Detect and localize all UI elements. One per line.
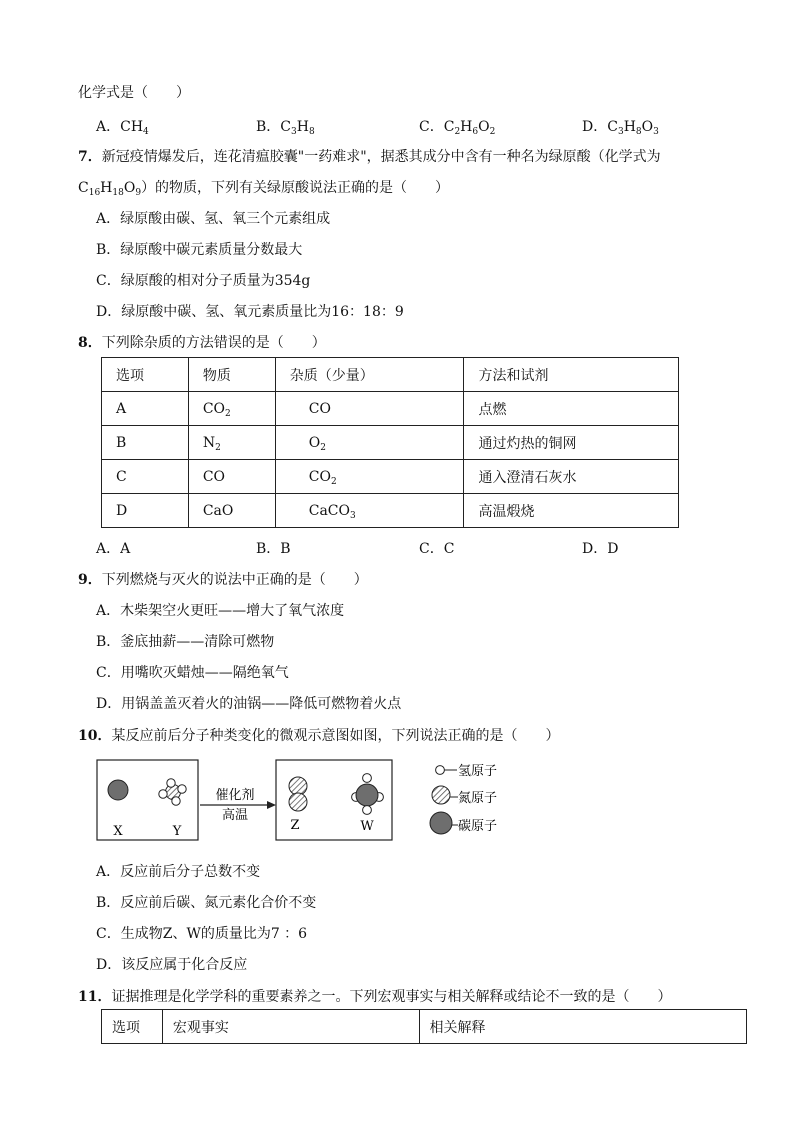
- header-cell: 方法和试剂: [464, 358, 679, 392]
- q8-answer-d: D．D: [582, 541, 619, 557]
- impurity-cell: CaCO$_3$: [275, 494, 464, 528]
- q6-option-a: A．$CH_4$: [96, 119, 149, 137]
- q9-option-b: B．釜底抽薪——清除可燃物: [96, 634, 275, 650]
- q10-option-b: B．反应前后碳、氮元素化合价不变: [96, 895, 317, 911]
- header-cell: 宏观事实: [162, 1010, 419, 1044]
- legend-nitrogen: 氮原子: [458, 791, 498, 806]
- q7-stem-line2: $C_{16}H_{18}O_9$）的物质，下列有关绿原酸说法正确的是（ ）: [78, 180, 450, 198]
- formula: $C_2H_6O_2$: [443, 119, 496, 137]
- hydrogen-atom-icon: [159, 790, 167, 798]
- nitrogen-atom-icon: [289, 793, 307, 811]
- hydrogen-atom-icon: [363, 806, 372, 815]
- method-cell: 点燃: [464, 392, 679, 426]
- hydrogen-atom-icon: [167, 779, 175, 787]
- molecule-label-z: Z: [290, 818, 300, 833]
- method-cell: 高温煅烧: [464, 494, 679, 528]
- formula: $C_3H_8O_3$: [607, 119, 659, 137]
- carbon-atom-icon: [356, 784, 378, 806]
- option-cell: C: [102, 460, 189, 494]
- carbon-legend-icon: [430, 812, 452, 834]
- q10-option-a: A．反应前后分子总数不变: [96, 864, 261, 880]
- method-cell: 通过灼热的铜网: [464, 426, 679, 460]
- option-cell: D: [102, 494, 189, 528]
- q7-option-b: B．绿原酸中碳元素质量分数最大: [96, 242, 303, 258]
- hydrogen-atom-icon: [363, 774, 372, 783]
- q7-stem-line1: 7．新冠疫情爆发后，连花清瘟胶囊"一药难求"，据悉其成分中含有一种名为绿原酸（化学式为: [78, 149, 661, 165]
- table-header-row: [102, 1010, 747, 1044]
- q9-stem: 9．下列燃烧与灭火的说法中正确的是（ ）: [78, 572, 368, 588]
- table-row: [102, 426, 679, 460]
- q8-answer-c: C．C: [419, 541, 455, 557]
- q8-answer-a: A．A: [96, 541, 131, 557]
- substance-cell: $N_2$: [188, 426, 275, 460]
- nitrogen-atom-icon: [289, 777, 307, 795]
- q10-option-c: C．生成物Z、W的质量比为7 ：6: [96, 926, 308, 942]
- q9-option-c: C．用嘴吹灭蜡烛——隔绝氧气: [96, 665, 289, 681]
- q8-stem: 8．下列除杂质的方法错误的是（ ）: [78, 335, 326, 351]
- impurity-cell: $CO_2$: [275, 460, 464, 494]
- q6-option-c: C．$C_2H_6O_2$: [419, 119, 496, 137]
- nitrogen-legend-icon: [432, 786, 450, 804]
- q10-stem: 10．某反应前后分子种类变化的微观示意图如图，下列说法正确的是（ ）: [78, 728, 560, 744]
- q6-stem-tail: 化学式是（ ）: [78, 85, 190, 101]
- q9-option-a: A．木柴架空火更旺——增大了氧气浓度: [96, 603, 345, 619]
- hydrogen-legend-icon: [436, 766, 445, 775]
- substance-cell: CO: [188, 460, 275, 494]
- header-cell: 物质: [188, 358, 275, 392]
- catalyst-label: 催化剂: [215, 788, 255, 803]
- hydrogen-atom-icon: [178, 785, 186, 793]
- table-row: [102, 460, 679, 494]
- table-header-row: [102, 358, 679, 392]
- molecule-label-w: W: [360, 819, 374, 834]
- option-cell: B: [102, 426, 189, 460]
- option-cell: A: [102, 392, 189, 426]
- substance-cell: CaO: [188, 494, 275, 528]
- legend-carbon: 碳原子: [458, 819, 498, 834]
- q7-option-d: D．绿原酸中碳、氢、氧元素质量比为16：18：9: [96, 304, 404, 320]
- reaction-diagram: [94, 757, 514, 847]
- reactants-box: [97, 760, 198, 840]
- condition-label: 高温: [221, 808, 249, 823]
- q9-option-d: D．用锅盖盖灭着火的油锅——降低可燃物着火点: [96, 696, 402, 712]
- q10-option-d: D．该反应属于化合反应: [96, 957, 248, 973]
- table-row: [102, 392, 679, 426]
- q11-table: [101, 1009, 747, 1044]
- q7-option-c: C．绿原酸的相对分子质量为354g: [96, 273, 311, 289]
- impurity-cell: CO: [275, 392, 464, 426]
- q8-answer-b: B．B: [256, 541, 291, 557]
- formula: $CH_4$: [120, 119, 149, 137]
- q7-option-a: A．绿原酸由碳、氢、氧三个元素组成: [96, 211, 331, 227]
- header-cell: 选项: [102, 358, 189, 392]
- header-cell: 杂质（少量）: [275, 358, 464, 392]
- legend-hydrogen: 氢原子: [458, 764, 498, 779]
- substance-cell: $CO_2$: [188, 392, 275, 426]
- formula: $C_3H_8$: [280, 119, 315, 137]
- hydrogen-atom-icon: [172, 797, 180, 805]
- q7-formula: $C_{16}H_{18}O_9$: [78, 180, 142, 198]
- arrow-head-icon: [267, 801, 276, 809]
- molecule-label-x: X: [113, 824, 123, 839]
- table-row: [102, 494, 679, 528]
- header-cell: 相关解释: [419, 1010, 747, 1044]
- carbon-atom-icon: [108, 780, 128, 800]
- q11-stem: 11．证据推理是化学学科的重要素养之一。下列宏观事实与相关解释或结论不一致的是（ ）: [78, 989, 672, 1005]
- q6-option-b: B．$C_3H_8$: [256, 119, 315, 137]
- method-cell: 通入澄清石灰水: [464, 460, 679, 494]
- q8-table: [101, 357, 679, 528]
- impurity-cell: $O_2$: [275, 426, 464, 460]
- q6-option-d: D．$C_3H_8O_3$: [582, 119, 659, 137]
- molecule-label-y: Y: [172, 824, 182, 839]
- header-cell: 选项: [102, 1010, 163, 1044]
